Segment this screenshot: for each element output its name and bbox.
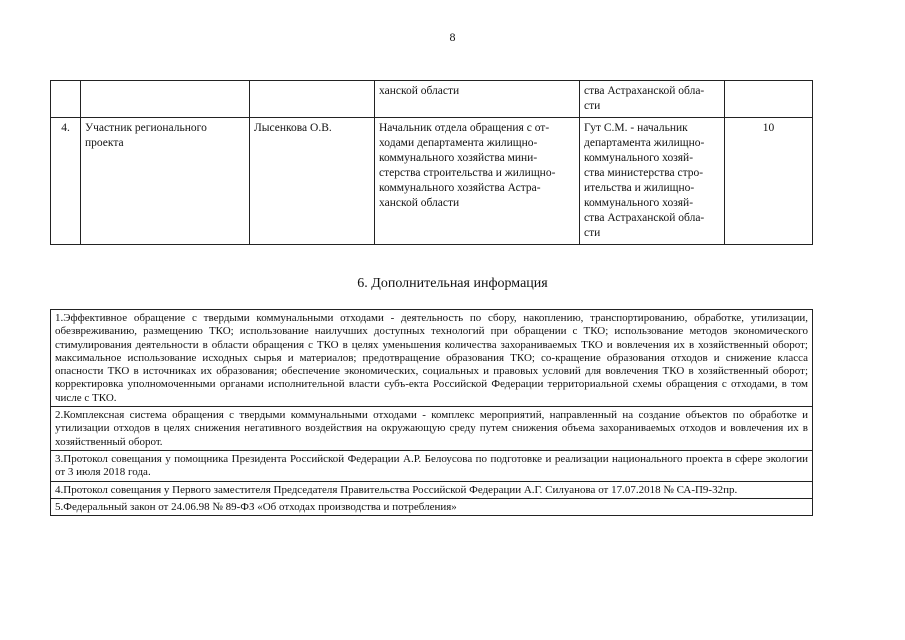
hours-cell: 10 [725, 118, 813, 245]
section-title: 6. Дополнительная информация [357, 276, 548, 291]
position-cell: Начальник отдела обращения с от- ходами департамента жилищно- коммунального хозяйства мини- стерства строительства и жилищно- коммунального хозяйства Астра- ханской области [375, 118, 580, 245]
name-cell [250, 81, 375, 118]
position-cell: ханской области [375, 81, 580, 118]
name-cell: Лысенкова О.В. [250, 118, 375, 245]
role-cell: Участник регионального проекта [81, 118, 250, 245]
participants-table [50, 80, 813, 245]
info-item: 3.Протокол совещания у помощника Президента Российской Федерации А.Р. Белоусова по подготовке и реализации национального проекта в сфере экологии от 3 июля 2018 года. [51, 451, 812, 482]
supervisor-cell: ства Астраханской обла- сти [580, 81, 725, 118]
supervisor-cell: Гут С.М. - начальник департамента жилищно- коммунального хозяй- ства министерства стро- ительства и жилищно- коммунального хозяй- ства Астраханской обла- сти [580, 118, 725, 245]
info-item: 4.Протокол совещания у Первого заместителя Председателя Правительства Российской Федерации А.Г. Силуанова от 17.07.2018 № СА-П9-32пр. [51, 482, 812, 499]
info-item: 5.Федеральный закон от 24.06.98 № 89-ФЗ «Об отходах производства и потребления» [55, 500, 457, 513]
row-number-cell [51, 81, 81, 118]
table-row [51, 118, 813, 245]
additional-info-box [50, 309, 813, 516]
table-row [51, 81, 813, 118]
info-item: 1.Эффективное обращение с твердыми коммунальными отходами - деятельность по сбору, накоплению, транспортированию, обработке, утилизации, обезвреживанию, размещению ТКО; использование наилучших доступных технологий при обращении с ТКО; использование методов экономического стимулирования деятельности в области обращения с ТКО в целях уменьшения количества захораниваемых ТКО и вовлечения их в хозяйственный оборот; максимальное использование исходных сырья и материалов; предотвращение образования ТКО; со-кращение образования отходов и снижение класса опасности ТКО в источниках их образования; обеспечение экономических, социальных и правовых условий для вовлечения ТКО в хозяйственный оборот; корректировка уполномоченными органами исполнительной власти субъ-екта Российской Федерации территориальной схемы обращения с отходами, в том числе с ТКО. [51, 310, 812, 407]
info-item: 2.Комплексная система обращения с твердыми коммунальными отходами - комплекс мероприятий, направленный на создание объектов по обработке и утилизации отходов в целях снижения негативного воздействия на окружающую среду путем снижения объема захораниваемых отходов и вовлечения их в хозяйственный оборот. [51, 407, 812, 451]
row-number-cell: 4. [51, 118, 81, 245]
page-number: 8 [449, 30, 456, 44]
hours-cell [725, 81, 813, 118]
role-cell [81, 81, 250, 118]
